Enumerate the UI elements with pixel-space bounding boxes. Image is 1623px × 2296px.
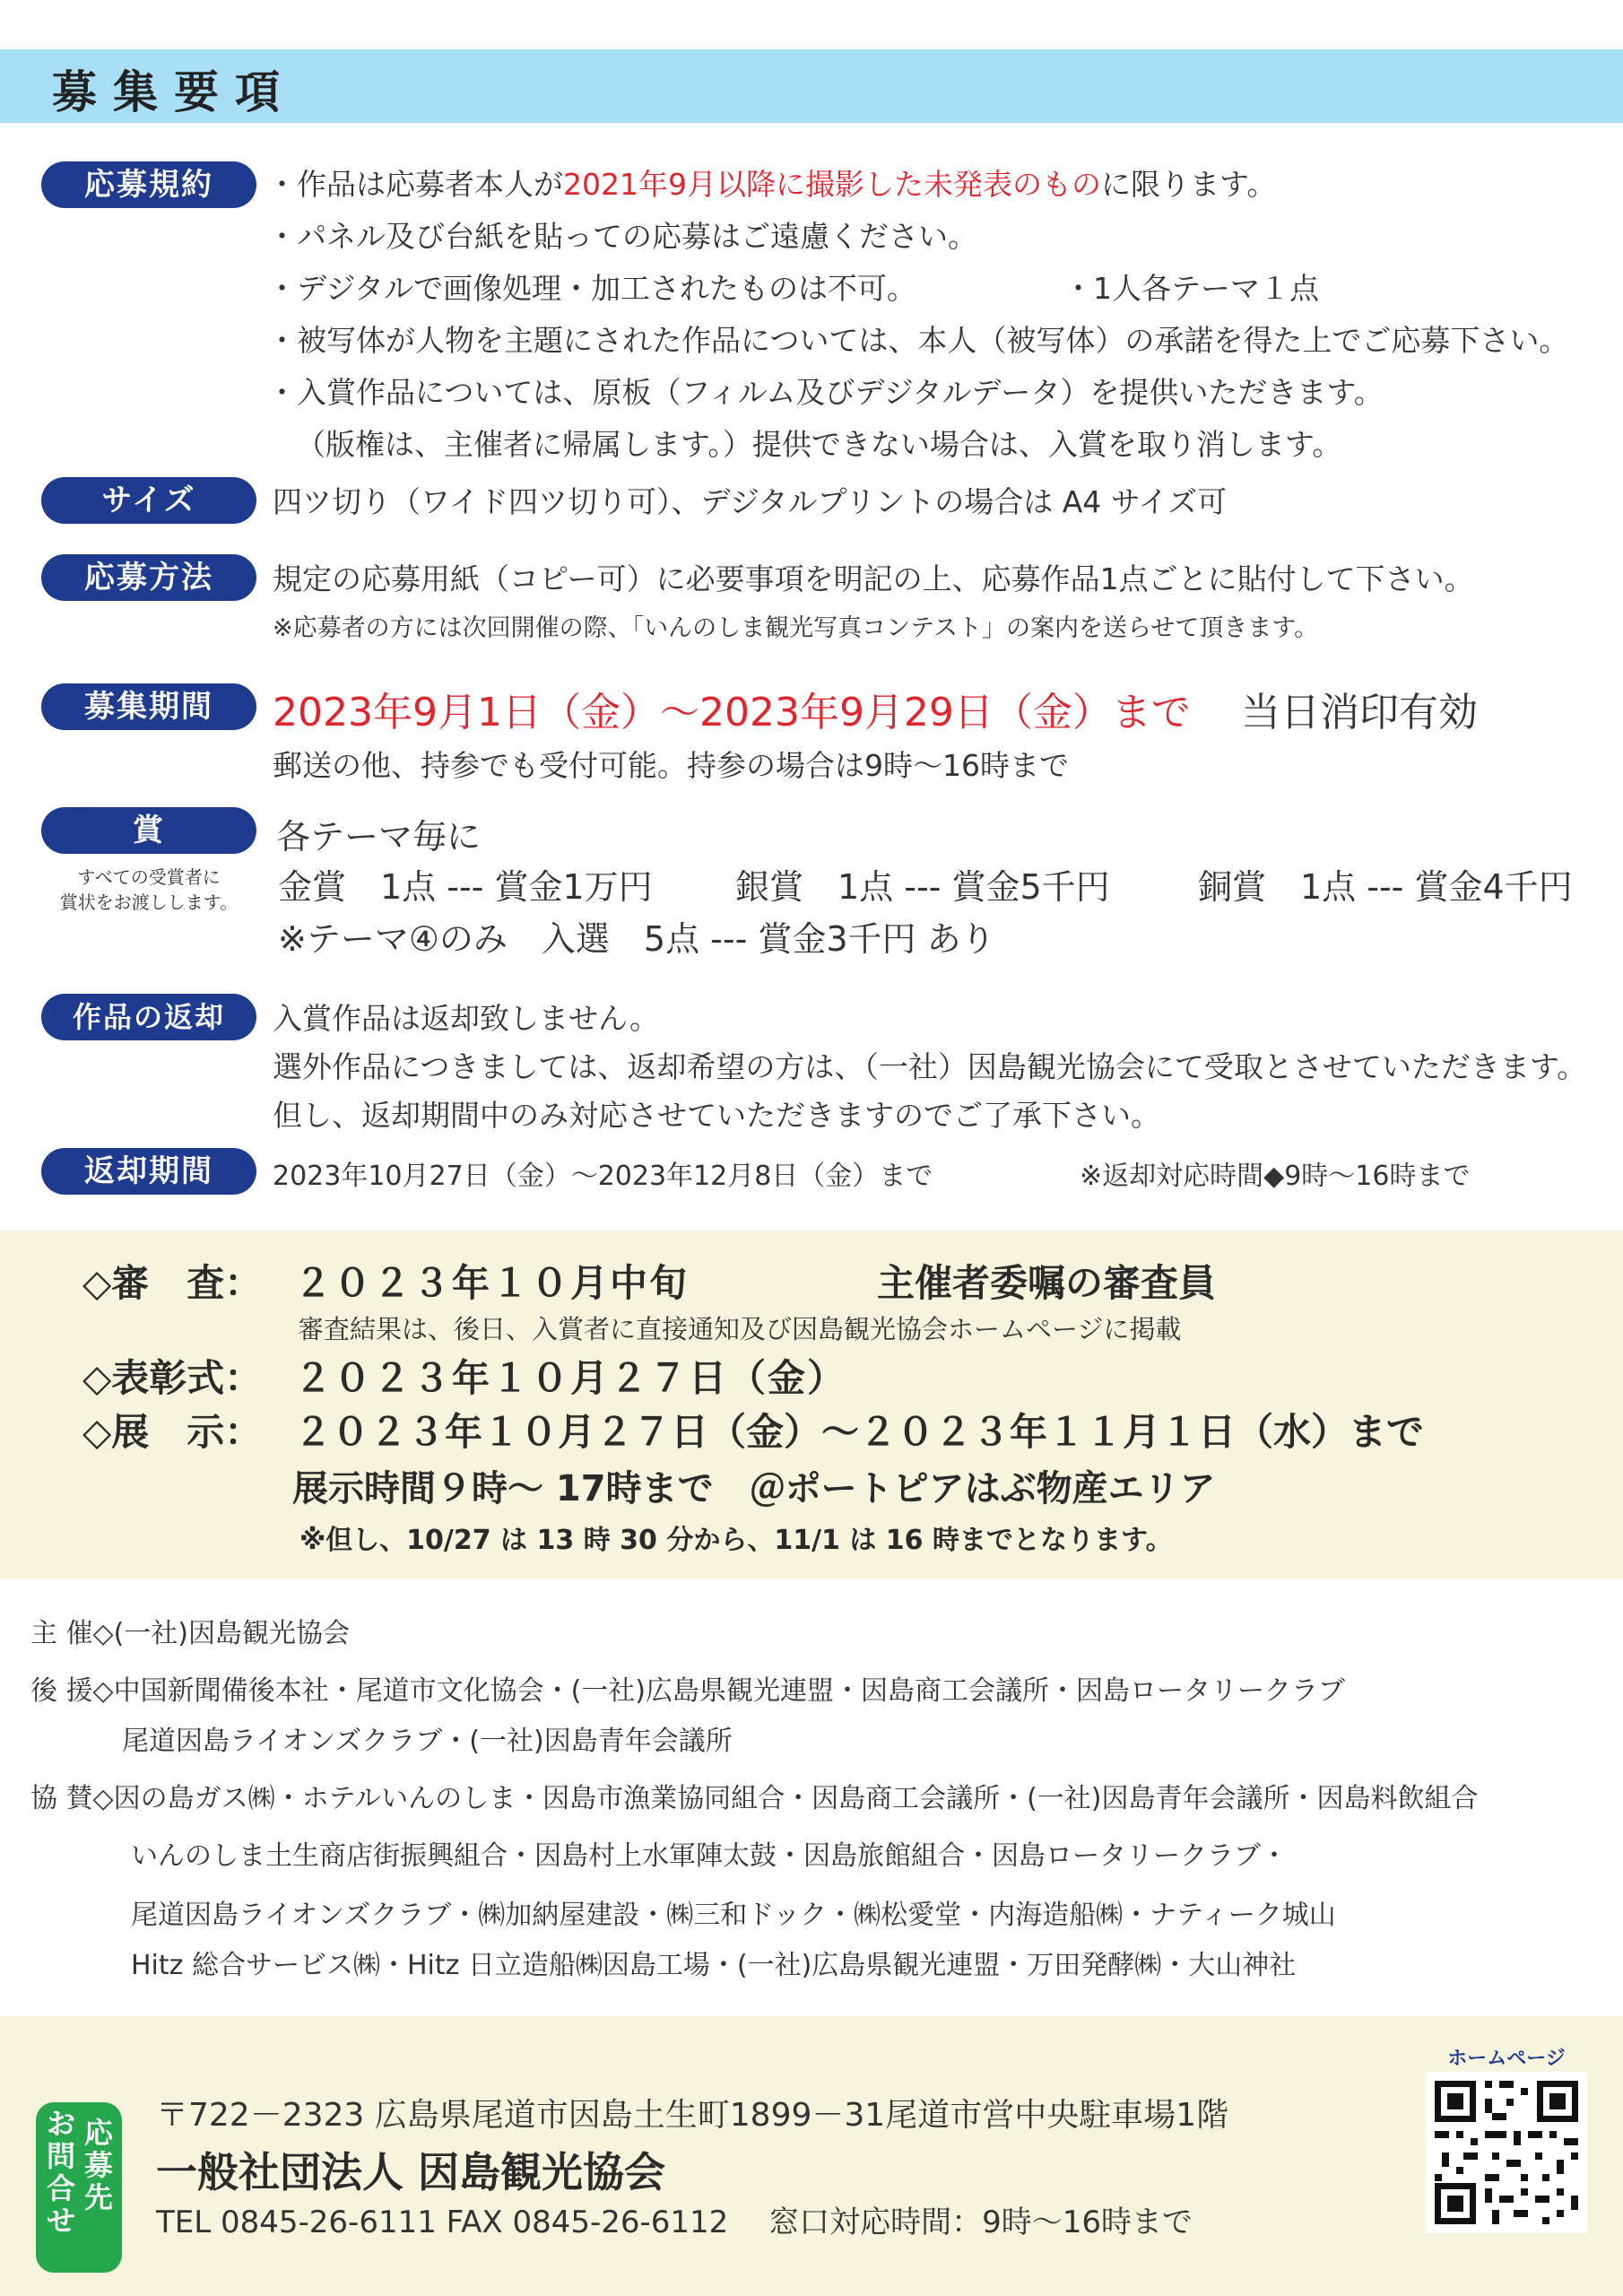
rules-line-1-highlight: 2021年9月以降に撮影した未発表のもの — [563, 167, 1101, 202]
rules-line-1-post: に限ります。 — [1100, 167, 1277, 202]
prize-bronze: 銅賞 1点 --- 賞金4千円 — [1198, 867, 1573, 907]
period-label: 募集期間 — [41, 683, 256, 730]
exhibit-date: ２０２３年１０月２７日（金）～２０２３年１１月１日（水）まで — [294, 1410, 1425, 1454]
homepage-label: ホームページ — [1447, 2048, 1566, 2070]
size-label: サイズ — [41, 477, 256, 524]
rules-line-6: （版権は、主催者に帰属します。）提供できない場合は、入賞を取り消します。 — [296, 427, 1342, 462]
method-note: ※応募者の方には次回開催の際、「いんのしま観光写真コンテスト」の案内を送らせて頂きます。 — [273, 614, 1319, 642]
return-line-2: 選外作品につきましては、返却希望の方は、（一社）因島観光協会にて受取とさせていただきます。 — [273, 1049, 1587, 1084]
exhibit-label: ◇展 示： — [82, 1410, 263, 1454]
organizer-sponsor-3: 尾道因島ライオンズクラブ・㈱加納屋建設・㈱三和ドック・㈱松愛堂・内海造船㈱・ナティーク城山 — [131, 1900, 1336, 1931]
rules-line-3b: ・1人各テーマ１点 — [1063, 271, 1319, 306]
review-note: 審査結果は、後日、入賞者に直接通知及び因島観光協会ホームページに掲載 — [298, 1314, 1182, 1344]
rules-line-3: ・デジタルで画像処理・加工されたものは不可。 — [267, 271, 917, 306]
contact-badge-col-2: お問合せ — [46, 2107, 75, 2238]
contact-name: 一般社団法人 因島観光協会 — [156, 2148, 666, 2196]
period-dates: 2023年9月1日（金）～2023年9月29日（金）まで — [273, 690, 1191, 735]
rules-line-4: ・被写体が人物を主題にされた作品については、本人（被写体）の承諾を得た上でご応募下さい。 — [267, 323, 1569, 358]
award-label: ◇表彰式： — [82, 1356, 263, 1400]
rules-line-1 — [267, 161, 1276, 204]
qr-code-icon — [1426, 2072, 1587, 2233]
period-note: 郵送の他、持参でも受付可能。持参の場合は9時～16時まで — [273, 748, 1069, 783]
prize-line-3: ※テーマ④のみ 入選 5点 --- 賞金3千円 あり — [278, 919, 995, 959]
prize-note — [32, 865, 265, 915]
return-period-label: 返却期間 — [41, 1148, 256, 1195]
organizer-sponsor-4: Hitz 総合サービス㈱・Hitz 日立造船㈱因島工場・(一社)広島県観光連盟・万田発酵㈱・大山神社 — [131, 1950, 1297, 1981]
award-date: ２０２３年１０月２７日（金） — [294, 1356, 847, 1400]
size-text: 四ツ切り（ワイド四ツ切り可）、デジタルプリントの場合は A4 サイズ可 — [273, 484, 1228, 519]
prize-silver: 銀賞 1点 --- 賞金5千円 — [735, 867, 1110, 907]
period-postmark: 当日消印有効 — [1241, 690, 1478, 735]
return-period-dates: 2023年10月27日（金）～2023年12月8日（金）まで — [273, 1161, 933, 1192]
exhibit-hours: 展示時間９時～ 17時まで ＠ポートピアはぶ物産エリア — [292, 1468, 1216, 1509]
rules-line-1-pre: ・作品は応募者本人が — [267, 167, 563, 202]
return-period-hours: ※返却対応時間◆9時～16時まで — [1080, 1161, 1471, 1192]
organizer-sponsor-2: いんのしま土生商店街振興組合・因島村上水軍陣太鼓・因島旅館組合・因島ロータリークラブ・ — [131, 1840, 1288, 1872]
method-label: 応募方法 — [41, 554, 256, 601]
rules-label: 応募規約 — [41, 161, 256, 208]
contact-phone: TEL 0845-26-6111 FAX 0845-26-6112 窓口対応時間：9時～16時まで — [156, 2205, 1193, 2240]
homepage-qr-code[interactable] — [1426, 2072, 1587, 2233]
rules-line-2: ・パネル及び台紙を貼っての応募はご遠慮ください。 — [267, 219, 977, 254]
organizer-sponsor-1: 協 賛◇因の島ガス㈱・ホテルいんのしま・因島市漁業協同組合・因島商工会議所・(一社)因島青年会議所・因島料飲組合 — [30, 1783, 1479, 1814]
rules-line-5: ・入賞作品については、原板（フィルム及びデジタルデータ）を提供いただきます。 — [267, 375, 1384, 410]
review-date: ２０２３年１０月中旬 — [294, 1261, 690, 1305]
prize-gold: 金賞 1点 --- 賞金1万円 — [278, 867, 653, 907]
organizer-support-2: 尾道因島ライオンズクラブ・(一社)因島青年会議所 — [122, 1726, 733, 1757]
method-text: 規定の応募用紙（コピー可）に必要事項を明記の上、応募作品1点ごとに貼付して下さい。 — [273, 561, 1474, 596]
prize-line-1: 各テーマ毎に — [276, 817, 482, 857]
organizer-support-1: 後 援◇中国新聞備後本社・尾道市文化協会・(一社)広島県観光連盟・因島商工会議所・因島ロータリークラブ — [30, 1675, 1346, 1707]
section-header — [0, 49, 1623, 123]
contact-address: 〒722－2323 広島県尾道市因島土生町1899－31尾道市営中央駐車場1階 — [156, 2097, 1229, 2134]
organizer-host: 主 催◇(一社)因島観光協会 — [30, 1618, 351, 1649]
contact-badge-col-1: 応募先 — [83, 2116, 113, 2214]
prize-note-1: すべての受賞者に — [77, 866, 221, 888]
return-line-3: 但し、返却期間中のみ対応させていただきますのでご了承下さい。 — [273, 1098, 1160, 1133]
return-line-1: 入賞作品は返却致しません。 — [273, 1001, 659, 1036]
prize-note-2: 賞状をお渡しします。 — [59, 891, 239, 913]
page-title: 募集要項 — [52, 66, 296, 118]
contact-badge — [36, 2102, 122, 2273]
prize-label: 賞 — [41, 807, 256, 854]
review-who: 主催者委嘱の審査員 — [877, 1261, 1217, 1305]
return-label: 作品の返却 — [41, 994, 256, 1040]
review-label: ◇審 査： — [82, 1261, 263, 1305]
exhibit-note: ※但し、10/27 は 13 時 30 分から、11/1 は 16 時までとなります。 — [299, 1525, 1173, 1556]
